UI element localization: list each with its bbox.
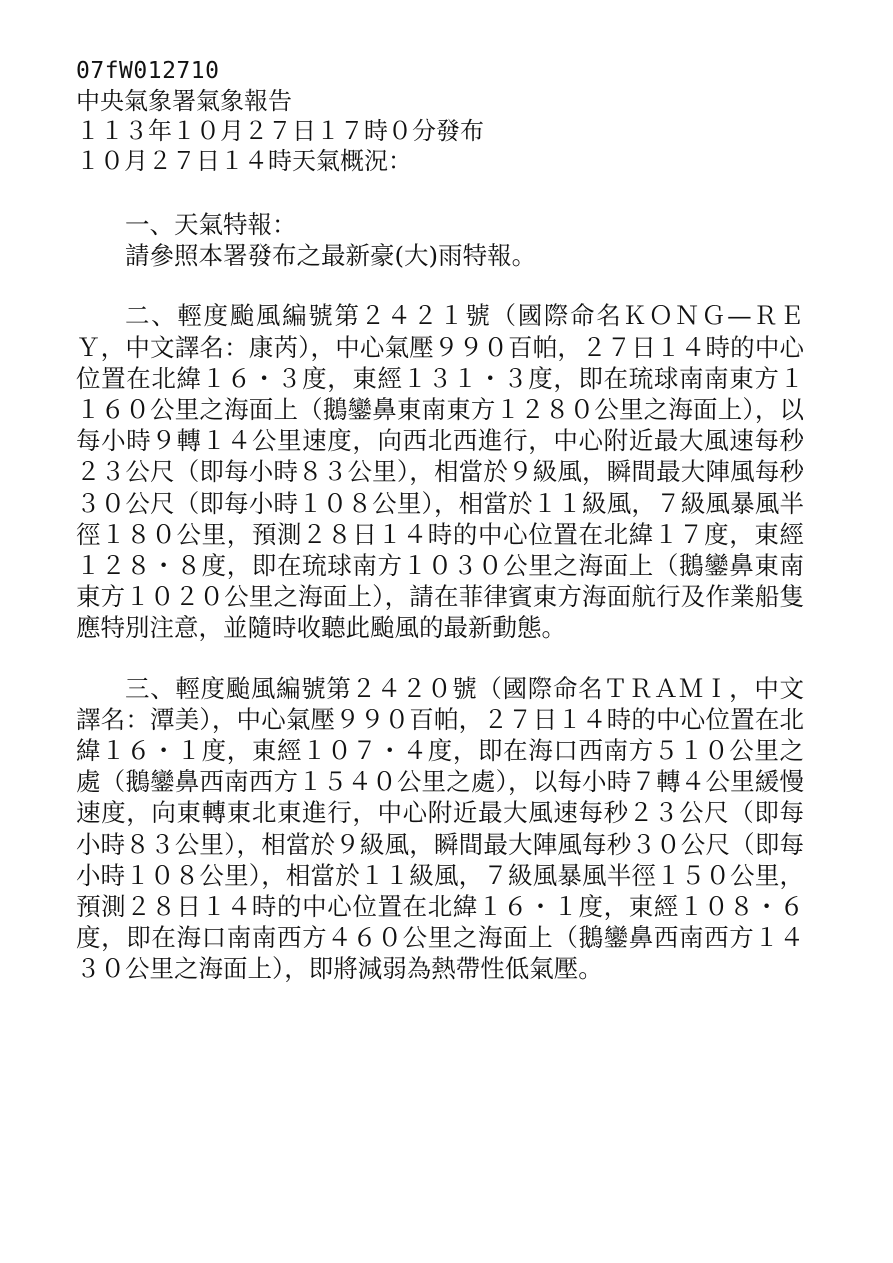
document-id: 07fW012710	[76, 58, 220, 84]
spacer	[76, 644, 804, 673]
section-typhoon-trami: 三、輕度颱風編號第２４２０號（國際命名ＴＲＡＭＩ，中文譯名：潭美），中心氣壓９９０百帕，２７日１４時的中心位置在北緯１６・１度，東經１０７・４度，即在海口西南方５１０公里之處（鵝鑾鼻西南西方１５４０公里之處），以每小時７轉４公里緩慢速度，向東轉東北東進行，中心附近最大風速每秒２３公尺（即每小時８３公里），相當於９級風，瞬間最大陣風每秒３０公尺（即每小時１０８公里），相當於１１級風，７級風暴風半徑１５０公里，預測２８日１４時的中心位置在北緯１６・１度，東經１０８・６度，即在海口南南西方４６０公里之海面上（鵝鑾鼻西南西方１４３０公里之海面上），即將減弱為熱帶性低氣壓。	[76, 673, 804, 984]
spacer	[76, 271, 804, 300]
agency-title: 中央氣象署氣象報告	[76, 87, 292, 115]
issue-time: １１３年１０月２７日１７時０分發布	[76, 117, 484, 145]
overview-heading: １０月２７日１４時天氣概況：	[76, 147, 412, 175]
weather-report-page	[76, 56, 804, 985]
section-weather-warning-body: 請參照本署發布之最新豪(大)雨特報。	[125, 241, 537, 271]
section-typhoon-kong-rey: 二、輕度颱風編號第２４２１號（國際命名ＫＯＮＧ—ＲＥＹ，中文譯名：康芮），中心氣壓９９０百帕，２７日１４時的中心位置在北緯１６・３度，東經１３１・３度，即在琉球南南東方１１６０公里之海面上（鵝鑾鼻東南東方１２８０公里之海面上），以每小時９轉１４公里速度，向西北西進行，中心附近最大風速每秒２３公尺（即每小時８３公里），相當於９級風，瞬間最大陣風每秒３０公尺（即每小時１０８公里），相當於１１級風，７級風暴風半徑１８０公里，預測２８日１４時的中心位置在北緯１７度，東經１２８・８度，即在琉球南方１０３０公里之海面上（鵝鑾鼻東南東方１０２０公里之海面上），請在菲律賓東方海面航行及作業船隻應特別注意，並隨時收聽此颱風的最新動態。	[76, 301, 804, 643]
section-weather-warning-title: 一、天氣特報：	[125, 210, 297, 239]
spacer	[76, 176, 804, 209]
